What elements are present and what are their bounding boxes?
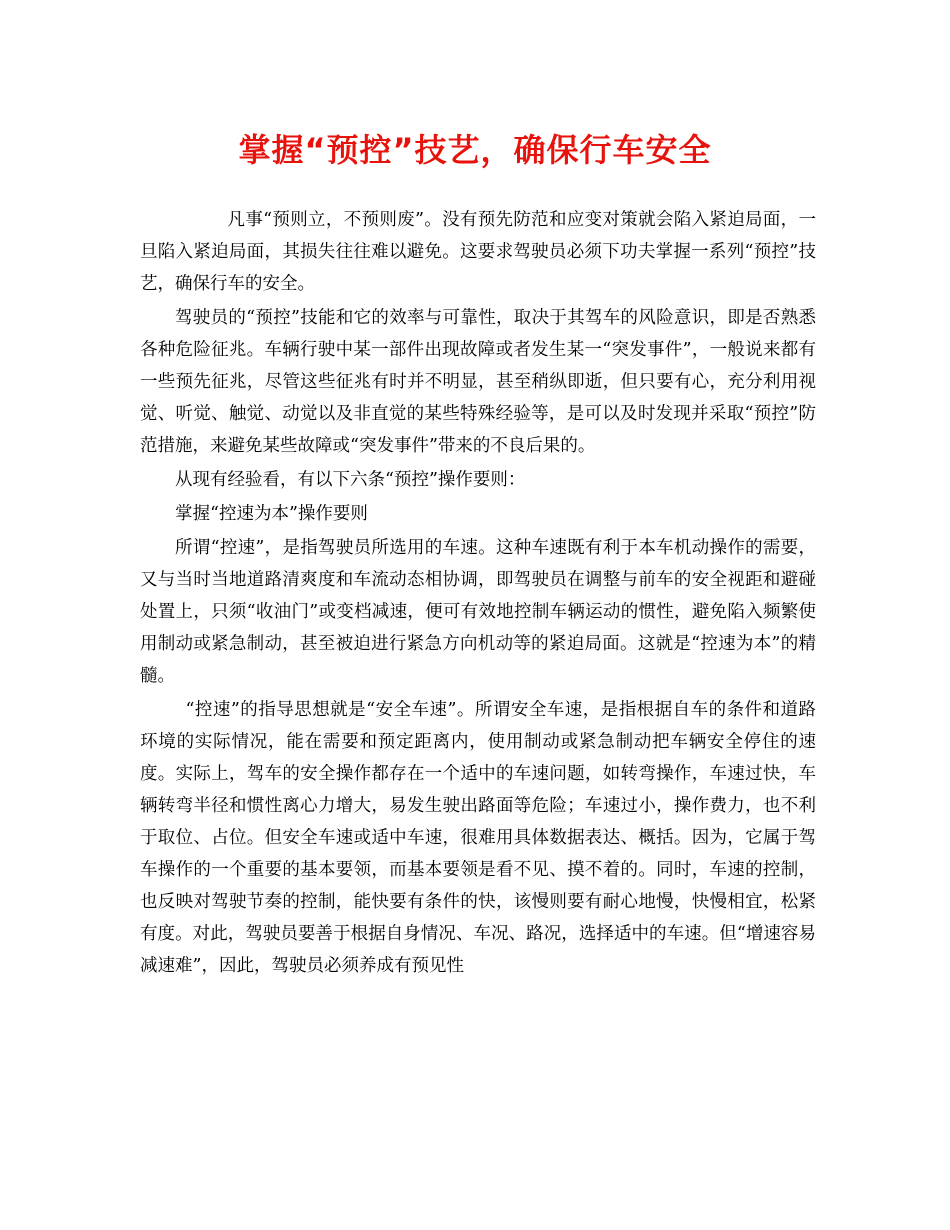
paragraph-speed-control-definition: 所谓“控速”，是指驾驶员所选用的车速。这种车速既有利于本车机动操作的需要，又与当时当地道路清爽度和车流动态相协调，即驾驶员在调整与前车的安全视距和避碰处置上，只须“收油门”或变档减速，便可有效地控制车辆运动的惯性，避免陷入频繁使用制动或紧急制动，甚至被迫进行紧急方向机动等的紧迫局面。这就是“控速为本”的精髓。 <box>140 538 816 686</box>
document-body <box>140 204 816 984</box>
paragraph-six-rules: 从现有经验看，有以下六条“预控”操作要则： <box>175 470 526 490</box>
paragraph-risk-awareness: 驾驶员的“预控”技能和它的效率与可靠性，取决于其驾车的风险意识，即是否熟悉各种危险征兆。车辆行驶中某一部件出现故障或者发生某一“突发事件”，一般说来都有一些预先征兆，尽管这些征兆有时并不明显，甚至稍纵即逝，但只要有心，充分利用视觉、听觉、触觉、动觉以及非直觉的某些特殊经验等，是可以及时发现并采取“预控”防范措施，来避免某些故障或“突发事件”带来的不良后果的。 <box>140 308 816 456</box>
section-heading-speed-control: 掌握“控速为本”操作要则 <box>175 504 368 524</box>
document-title: 掌握“预控”技艺，确保行车安全 <box>238 131 712 169</box>
paragraph-intro: 凡事“预则立，不预则废”。没有预先防范和应变对策就会陷入紧迫局面，一旦陷入紧迫局面，其损失往往难以避免。这要求驾驶员必须下功夫掌握一系列“预控”技艺，确保行车的安全。 <box>140 210 816 294</box>
paragraph-safe-speed: “控速”的指导思想就是“安全车速”。所谓安全车速，是指根据自车的条件和道路环境的实际情况，能在需要和预定距离内，使用制动或紧急制动把车辆安全停住的速度。实际上，驾车的安全操作都存在一个适中的车速问题，如转弯操作，车速过快，车辆转弯半径和惯性离心力增大，易发生驶出路面等危险；车速过小，操作费力，也不利于取位、占位。但安全车速或适中车速，很难用具体数据表达、概括。因为，它属于驾车操作的一个重要的基本要领，而基本要领是看不见、摸不着的。同时，车速的控制，也反映对驾驶节奏的控制，能快要有条件的快，该慢则要有耐心地慢，快慢相宜，松紧有度。对此，驾驶员要善于根据自身情况、车况、路况，选择适中的车速。但“增速容易减速难”，因此，驾驶员必须养成有预见性 <box>140 700 816 976</box>
